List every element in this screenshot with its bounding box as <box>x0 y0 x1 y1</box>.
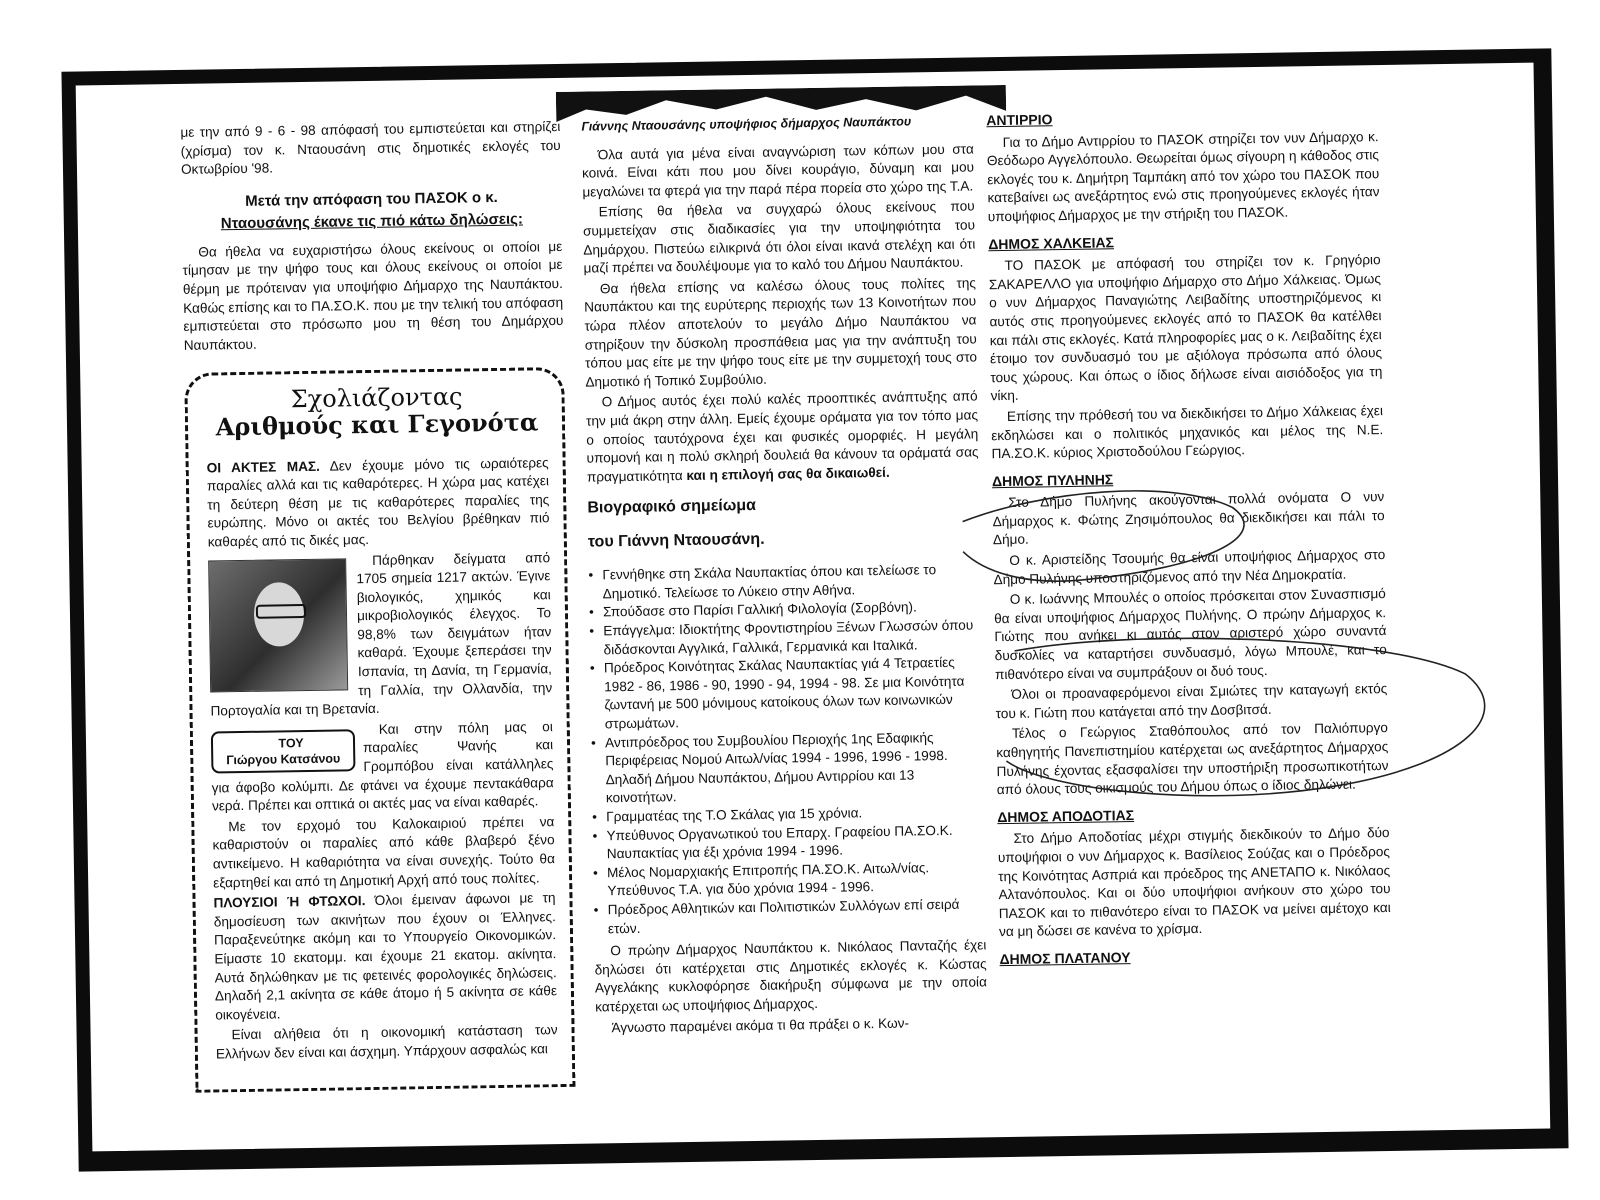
rich-poor-lead: ΠΛΟΥΣΙΟΙ Ή ΦΤΩΧΟΙ. <box>213 893 366 911</box>
photo-glasses <box>256 603 306 618</box>
bullet-icon: • <box>592 828 598 844</box>
bio-item-text: Γραμματέας της Τ.Ο Σκάλας για 15 χρόνια. <box>606 805 863 825</box>
beaches-lead: ΟΙ ΑΚΤΕΣ ΜΑΣ. <box>206 458 321 476</box>
bio-item <box>592 821 985 864</box>
antirrio-paragraph: Για το Δήμο Αντιρρίου το ΠΑΣΟΚ στηρίζει τον νυν Δήμαρχο κ. Θεόδωρο Αγγελόπουλο. Θεωρείται όμως σίγουρη η κάθοδος στις εκλογές του κ. Δημήτρη Ταμπάκη από τον χώρο του ΠΑΣΟΚ που κατεβαίνει ως ανεξάρτητος ενώ στις προηγούμενες εκλογές ήταν υποψήφιος Δήμαρχος με την στήριξη του ΠΑΣΟΚ. <box>986 128 1380 225</box>
bullet-icon: • <box>592 865 598 881</box>
bio-item-text: Γεννήθηκε στη Σκάλα Ναυπακτίας όπου και τελείωσε το Δημοτικό. Τελείωσε το Λύκειο στην Αθήνα. <box>602 562 937 602</box>
bio-item-text: Αντιπρόεδρος του Συμβουλίου Περιοχής 1ης Εδαφικής Περιφέρειας Νομού Αιτωλ/νίας 1994 - 1996, 1996 - 1998. Δηλαδή Δήμου Ναυπάκτου, Δήμου Αντιρρίου και 13 κοινοτήτων. <box>604 729 948 806</box>
box-title-line-1: Σχολιάζοντας <box>290 382 463 414</box>
bio-item-text: Πρόεδρος Κοινότητας Σκάλας Ναυπακτίας γιά 4 Τετραετίες 1982 - 86, 1986 - 90, 1990 - 94, 1994 - 98. Σε μια Κοινότητα ζωντανή με 500 μόνιμους κατοίκους όλων των κοινωνικών στρωμάτων. <box>603 655 965 732</box>
bullet-icon: • <box>590 735 596 751</box>
pylini-paragraph-1: Στο Δήμο Πυλήνης ακούγονται πολλά ονόματα Ο νυν Δήμαρχος κ. Φώτης Ζησιμόπουλος θα διεκδικήσει και πάλι το Δήμο. <box>992 489 1385 548</box>
intro-paragraph: με την από 9 - 6 - 98 απόφασή του εμπιστεύεται και στηρίζει (χρίσμα) τον κ. Νταουσάνη στις δημοτικές εκλογές του Οκτωβρίου '98. <box>180 118 561 178</box>
byline: Γιάννης Νταουσάνης υποψήφιος δήμαρχος Ναυπάκτου <box>581 114 912 134</box>
bio-item <box>594 895 987 938</box>
congratulations-paragraph: Επίσης θα ήθελα να συγχαρώ όλους εκείνους που συμμετείχαν στις διαδικασίες για την υποψηφιότητα του Δημάρχου. Πιστεύω ειλικρινά ότι όλοι είναι ικανά στελέχη και ότι μαζί πρέπει να δουλέψουμε για το καλό του Δήμου Ναυπάκτου. <box>582 198 976 276</box>
prospects-bold: και η επιλογή σας θα δικαιωθεί. <box>682 464 890 483</box>
bio-item <box>591 728 984 809</box>
bio-item <box>593 858 986 901</box>
chalkeia-paragraph-2: Επίσης την πρόθεσή του να διεκδικήσει το Δήμο Χάλκειας έχει εκδηλώσει και ο πολιτικός μηχανικός και μέλος της Ν.Ε. ΠΑ.ΣΟ.Κ. κύριος Χριστοδούλου Γεώργιος. <box>991 402 1384 462</box>
prospects-paragraph <box>586 388 979 487</box>
local-beaches-text: Και στην πόλη μας οι παραλίες Ψανής και Γρομπόβου είναι κατάλληλες για άφοβο κολύμπι. Δε φτάνει να έχουμε πεντακάθαρα νερά. Πρέπει και οπτικά οι ακτές μας να είναι καθαρές. <box>211 718 554 814</box>
bullet-icon: • <box>589 623 595 639</box>
call-to-citizens-paragraph: Θα ήθελα επίσης να καλέσω όλους τους πολίτες της Ναυπάκτου και της ευρύτερης περιοχής των 13 Κοινοτήτων που τώρα πλέον αποτελούν το μεγάλο Δήμο Ναυπάκτου να στηρίξουν την δύσκολη προσπάθεια μας για την ανάπτυξη του τόπου μας είτε με την ψήφο τους είτε με την συμμετοχή τους στο Δημοτικό ή Τοπικό Συμβούλιο. <box>584 275 978 390</box>
samples-paragraph <box>208 549 553 722</box>
apodotia-paragraph: Στο Δήμο Αποδοτίας μέχρι στιγμής διεκδικούν το Δήμο δύο υποψήφιοι ο νυν Δήμαρχος κ. Βασίλειος Σούζας και ο Πρόεδρος της Κοινότητας Ασπριά και πρόεδρος της ΑΝΕΤΑΠΟ κ. Νικόλαος Αλτανόπουλος. Και οι δύο υποψήφιοι ανήκουν στο χώρο του ΠΑΣΟΚ και το πιθανότερο είναι το ΠΑΣΟΚ να μείνει αμέτοχο και να μη δώσει σε κανένα το χρίσμα. <box>997 825 1391 940</box>
rich-poor-paragraph <box>213 889 557 1025</box>
newspaper-clipping <box>61 48 1568 1171</box>
author-name: Γιώργου Κατσάνου <box>226 751 341 768</box>
bio-item-text: Επάγγελμα: Ιδιοκτήτης Φροντιστηρίου Ξένων Γλωσσών όπου διδάσκονται Αγγλικά, Γαλλικά, Γερμανικά και Ιταλικά. <box>603 617 974 657</box>
bio-heading: Βιογραφικό σημείωμα <box>587 497 757 517</box>
commentary-box <box>184 367 575 1093</box>
samples-text: Πάρθηκαν δείγματα από 1705 σημεία 1217 ακτών. Έγινε βιολογικός, χημικός και μικροβιολογικός έλεγχος. Το 98,8% των δειγμάτων ήταν καθαρά. Έχουμε ξεπεράσει την Ισπανία, τη Δανία, τη Γερμανία, τη Γαλλία, την Ολλανδία, την Πορτογαλία και τη Βρετανία. <box>210 549 553 719</box>
column-3 <box>986 105 1391 973</box>
apodotia-heading: ΔΗΜΟΣ ΑΠΟΔΟΤΙΑΣ <box>997 806 1135 825</box>
pylini-paragraph-5: Τέλος ο Γεώργιος Σταθόπουλος από τον Παλιόπυργο καθηγητής Πανεπιστημίου κατέρχεται ως ανεξάρτητος Δήμαρχος Πυλήνης έχοντας εξασφαλίσει την υποστήριξη προσωπικοτήτων από όλους τους οικισμούς του Δήμου όπως ο ίδιος δηλώνει. <box>996 720 1389 798</box>
bullet-icon: • <box>589 660 595 676</box>
author-label <box>211 729 356 773</box>
bio-item <box>590 654 983 735</box>
bullet-icon: • <box>593 902 599 918</box>
rich-poor-text: Όλοι έμειναν άφωνοι με τη δημοσίευση των ακινήτων που έχουν οι Έλληνες. Παραξενεύτηκε ακόμη και το Υπουργείο Οικονομικών. Είμαστε 10 εκατομμ. και έχουμε 21 εκατομ. ακίνητα. Αυτά δηλώθηκαν με τις φετεινές φορολογικές δηλώσεις. Δηλαδή 2,1 ακίνητα σε κάθε άτομο ή 5 ακίνητα σε κάθε οικογένεια. <box>213 890 558 1023</box>
bio-subheading: του Γιάννη Νταουσάνη. <box>587 531 765 551</box>
bio-item-text: Σπούδασε στο Παρίσι Γαλλική Φιλολογία (Σορβόνη). <box>602 599 917 620</box>
bullet-icon: • <box>588 604 594 621</box>
local-beaches-paragraph <box>211 718 554 816</box>
author-prefix: ΤΟΥ <box>278 735 304 751</box>
pantazis-paragraph: Ο πρώην Δήμαρχος Ναυπάκτου κ. Νικόλαος Πανταζής έχει δηλώσει ότι κατέρχεται στις Δημοτικές εκλογές κ. Κώστας Αγγελάκης κυκλοφόρησε διακήρυξη σύμφωνα με την οποία κατέρχεται ως υποψήφιος Δήμαρχος. <box>594 937 987 1015</box>
pylini-paragraph-4: Όλοι οι προαναφερόμενοι είναι Σμιώτες την καταγωγή εκτός του κ. Γιώτη που κατάγεται από την Δοσβιτσά. <box>995 681 1388 721</box>
beaches-paragraph <box>207 454 550 552</box>
statement-paragraph: Θα ήθελα να ευχαριστήσω όλους εκείνους οι οποίοι με τίμησαν με την ψήφο τους και όλους εκείνους οι οποίοι με θέρμη με πρότειναν για υποψήφιο Δήμαρχο της Ναυπάκτου. Καθώς επίσης και το ΠΑ.ΣΟ.Κ. που με την τελική του απόφαση εμπιστεύεται στο πρόσωπο μου τη θέση του Δημάρχου Ναυπάκτου. <box>182 238 564 353</box>
antirrio-heading: ΑΝΤΙΡΡΙΟ <box>986 111 1053 129</box>
author-photo <box>208 558 348 692</box>
economy-paragraph: Είναι αλήθεια ότι η οικονομική κατάσταση των Ελλήνων δεν είναι και άσχημη. Υπάρχουν ασφαλώς και <box>215 1022 558 1062</box>
recognition-paragraph: Όλα αυτά για μένα είναι αναγνώριση των κόπων μου στα κοινά. Είναι κάτι που μου δίνει κουράγιο, δύναμη και μου μεγαλώνει τα φτερά για την παρά πέρα πορεία στο χώρο της Τ.Α. <box>581 141 975 200</box>
column-2 <box>581 111 987 1039</box>
bio-item <box>589 616 982 659</box>
pylini-heading: ΔΗΜΟΣ ΠΥΛΗΝΗΣ <box>991 470 1114 489</box>
plataniou-heading: ΔΗΜΟΣ ΠΛΑΤΑΝΟΥ <box>999 949 1131 968</box>
heading-line-2-text: Νταουσάνης έκανε τις πιό κάτω δηλώσεις: <box>220 210 523 233</box>
pylini-paragraph-2: Ο κ. Αριστείδης Τσουμής θα είναι υποψήφιος Δήμαρχος στο Δήμο Πυλήνης υποστηριζόμενος από την Νέα Δημοκρατία. <box>993 547 1386 587</box>
heading-line-2 <box>182 208 562 236</box>
bio-item <box>588 561 981 604</box>
column-1 <box>180 118 575 1093</box>
bio-item-text: Μέλος Νομαρχιακής Επιτροπής ΠΑ.ΣΟ.Κ. Αιτωλ/νίας. Υπεύθυνος Τ.Α. για δύο χρόνια 1994 - 1996. <box>606 860 930 899</box>
box-title-line-2: Αριθμούς και Γεγονότα <box>215 407 539 442</box>
bio-item-text: Υπεύθυνος Οργανωτικού του Επαρχ. Γραφείου ΠΑ.ΣΟ.Κ. Ναυπακτίας για έξι χρόνια 1994 - 1996. <box>606 822 953 862</box>
heading-line-1: Μετά την απόφαση του ΠΑΣΟΚ ο κ. <box>245 188 498 210</box>
bullet-icon: • <box>592 809 598 825</box>
statements-heading <box>181 186 562 236</box>
bio-item-text: Πρόεδρος Αθλητικών και Πολιτιστικών Συλλόγων επί σειρά ετών. <box>607 896 960 936</box>
chalkeia-heading: ΔΗΜΟΣ ΧΑΛΚΕΙΑΣ <box>988 233 1115 252</box>
pylini-paragraph-3: Ο κ. Ιωάννης Μπουλές ο οποίος πρόσκειται στον Συνασπισμό θα είναι υποψήφιος Δήμαρχος Πυλήνης. Ο πρώην Δήμαρχος κ. Γιώτης που ανήκει κι αυτός στον αριστερό χώρο συναντά δυσκολίες να καταρτήσει συνδυασμό, λόγω Μπουλέ, και το πιθανότερο είναι να συμπράξουν οι δυό τους. <box>994 586 1387 682</box>
summer-paragraph: Με τον ερχομό του Καλοκαιριού πρέπει να καθαριστούν οι παραλίες από κάθε βλαβερό ξένο αντικείμενο. Η καθαριότητα να είναι συνεχής. Τούτο θα εξαρτηθεί και από τη Δημοτική Αρχή από τους πολίτες. <box>212 813 555 891</box>
prospects-text: Ο Δήμος αυτός έχει πολύ καλές προοπτικές ανάπτυξης από την μιά άκρη στην άλλη. Εμείς έχουμε οράματα για τον τόπο μας ο οποίος ταυτόχρονα έχει και φυσικές ομορφιές. Η μεγάλη υπομονή και η πολύ σκληρή δουλειά θα κάνουν τα οράματά σας πραγματικότητα <box>585 388 979 485</box>
chalkeia-paragraph-1: ΤΟ ΠΑΣΟΚ με απόφασή του στηρίζει τον κ. Γρηγόριο ΣΑΚΑΡΕΛΛΟ για υποψήφιο Δήμαρχο στο Δήμο Χάλκειας. Όμως ο νυν Δήμαρχος Παναγιώτης Λειβαδίτης υποστηριζόμενος κι αυτός στις προηγούμενες εκλογές από το ΠΑΣΟΚ θα κατέλθει και πάλι στις εκλογές. Κατά πληροφορίες μας ο κ. Λειβαδίτης έχει έτοιμο τον συνδυασμό του με αξιόλογα πρόσωπα από όλους τους χώρους. Και όπως ο ίδιος δήλωσε είναι αισιόδοξος για τη νίκη. <box>988 252 1383 404</box>
unknown-paragraph: Άγνωστο παραμένει ακόμα τι θα πράξει ο κ. Κων- <box>611 1015 910 1035</box>
bullet-icon: • <box>588 567 594 583</box>
beaches-text: Δεν έχουμε μόνο τις ωραιότερες παραλίες αλλά και τις καθαρότερες. Η χώρα μας κατέχει τη δεύτερη θέση με τις καθαρότερες παραλίες της ευρώπης. Μόνο οι ακτές του Βελγίου βρέθηκαν πιό καθαρές από τις δικές μας. <box>206 454 550 550</box>
